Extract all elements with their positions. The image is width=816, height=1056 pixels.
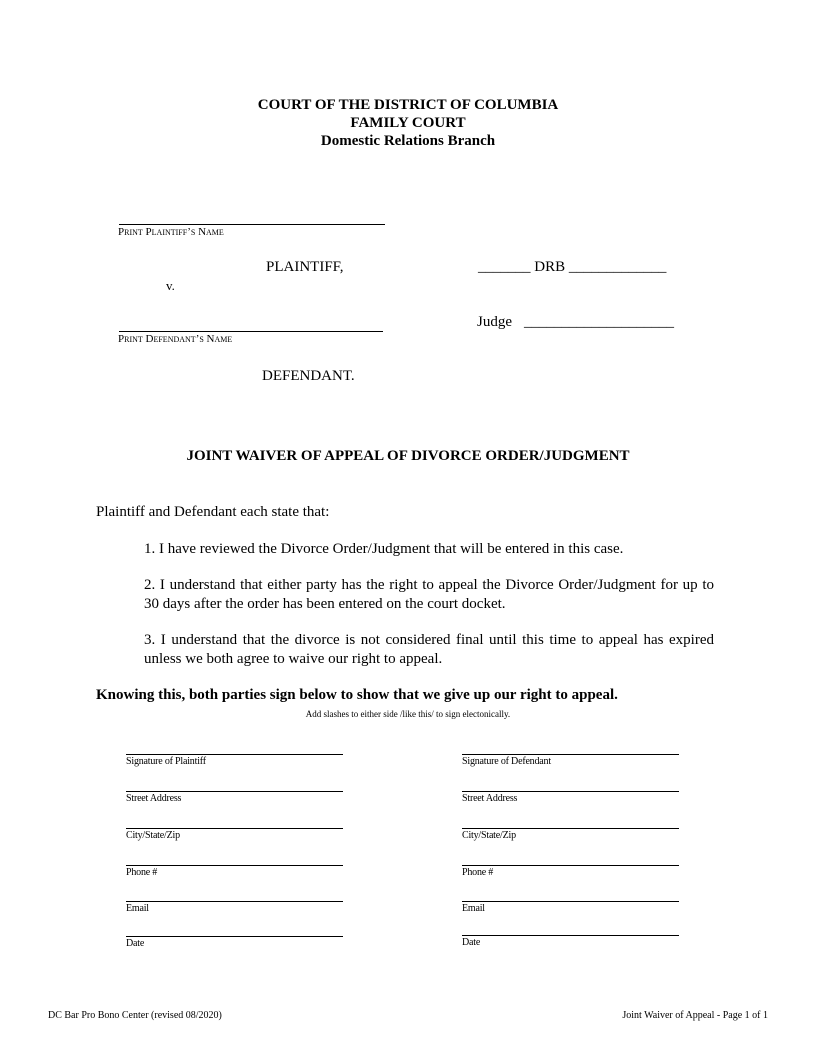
judge-label: Judge	[477, 314, 512, 330]
plaintiff-email-field[interactable]	[126, 901, 343, 902]
defendant-date-label: Date	[462, 937, 481, 948]
statement-2: 2. I understand that either party has the right to appeal the Divorce Order/Judgment for up to 30 days after the order has been entered on the court docket.	[144, 577, 714, 612]
defendant-city-field[interactable]	[462, 828, 679, 829]
plaintiff-signature-field[interactable]	[126, 754, 343, 755]
defendant-signature-label: Signature of Defendant	[462, 756, 551, 767]
defendant-phone-field[interactable]	[462, 865, 679, 866]
defendant-phone-label: Phone #	[462, 867, 494, 878]
plaintiff-email-label: Email	[126, 903, 149, 914]
court-division: FAMILY COURT	[350, 115, 466, 131]
plaintiff-city-label: City/State/Zip	[126, 830, 180, 841]
defendant-city-label: City/State/Zip	[462, 830, 516, 841]
plaintiff-phone-label: Phone #	[126, 867, 158, 878]
plaintiff-street-label: Street Address	[126, 793, 182, 804]
defendant-date-field[interactable]	[462, 935, 679, 936]
plaintiff-date-field[interactable]	[126, 936, 343, 937]
statement-3: 3. I understand that the divorce is not considered final until this time to appeal has expired unless we both agree to waive our right to appeal.	[144, 632, 714, 667]
plaintiff-signature-label: Signature of Plaintiff	[126, 756, 206, 767]
plaintiff-phone-field[interactable]	[126, 865, 343, 866]
defendant-name-field[interactable]	[119, 331, 383, 332]
plaintiff-name-label: Print Plaintiff’s Name	[118, 226, 224, 238]
defendant-role: DEFENDANT.	[262, 368, 355, 384]
acknowledgment-text: Knowing this, both parties sign below to show that we give up our right to appeal.	[96, 687, 618, 703]
judge-field[interactable]: ____________________	[524, 314, 674, 330]
defendant-signature-field[interactable]	[462, 754, 679, 755]
footer-left: DC Bar Pro Bono Center (revised 08/2020)	[48, 1010, 222, 1021]
versus-label: v.	[166, 278, 175, 293]
document-title: JOINT WAIVER OF APPEAL OF DIVORCE ORDER/JUDGMENT	[186, 448, 630, 464]
defendant-street-field[interactable]	[462, 791, 679, 792]
intro-text: Plaintiff and Defendant each state that:	[96, 504, 330, 520]
plaintiff-name-field[interactable]	[119, 224, 385, 225]
plaintiff-city-field[interactable]	[126, 828, 343, 829]
defendant-email-field[interactable]	[462, 901, 679, 902]
court-branch: Domestic Relations Branch	[320, 133, 496, 149]
court-name: COURT OF THE DISTRICT OF COLUMBIA	[257, 97, 559, 113]
defendant-street-label: Street Address	[462, 793, 518, 804]
signing-instruction: Add slashes to either side /like this/ to sign electonically.	[305, 709, 511, 719]
plaintiff-role: PLAINTIFF,	[266, 259, 344, 275]
statement-1: 1. I have reviewed the Divorce Order/Judgment that will be entered in this case.	[144, 541, 624, 557]
case-number-field[interactable]: _______ DRB _____________	[478, 259, 667, 275]
plaintiff-date-label: Date	[126, 938, 145, 949]
footer-right: Joint Waiver of Appeal - Page 1 of 1	[622, 1010, 768, 1021]
defendant-name-label: Print Defendant’s Name	[118, 333, 233, 345]
defendant-email-label: Email	[462, 903, 485, 914]
plaintiff-street-field[interactable]	[126, 791, 343, 792]
